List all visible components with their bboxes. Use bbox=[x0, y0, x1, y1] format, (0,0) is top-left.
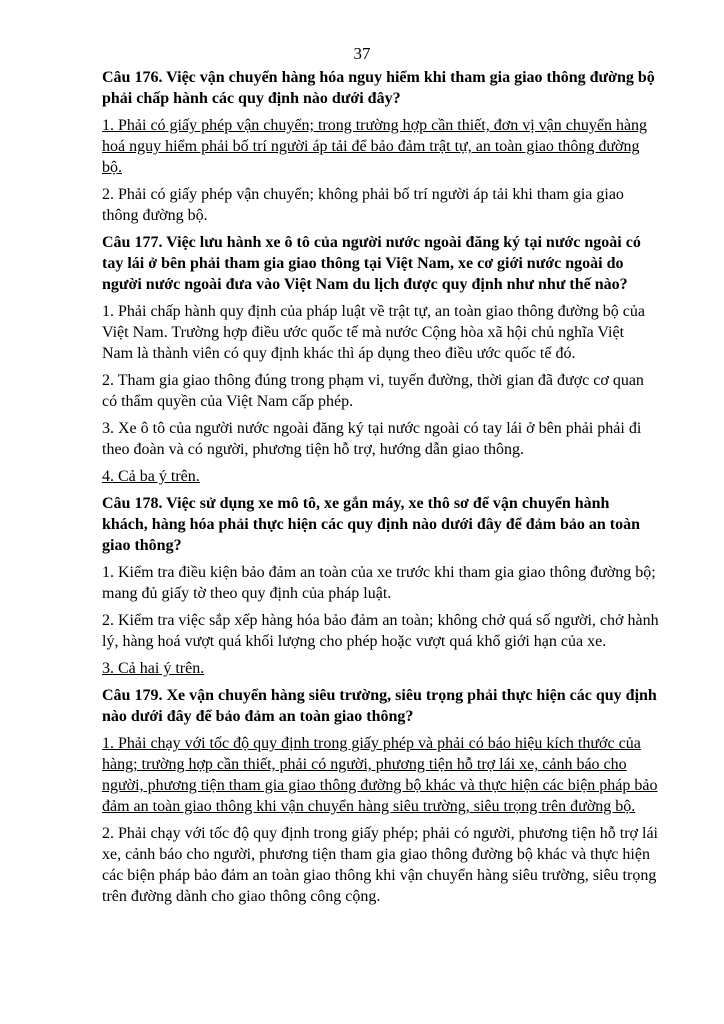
question-179: Câu 179. Xe vận chuyển hàng siêu trường, siêu trọng phải thực hiện các quy định nào dưới đây để bảo đảm an toàn giao thông? bbox=[102, 687, 657, 725]
answer-177-1: 1. Phải chấp hành quy định của pháp luật về trật tự, an toàn giao thông đường bộ của Việt Nam. Trường hợp điều ước quốc tế mà nước Cộng hòa xã hội chủ nghĩa Việt Nam là thành viên có quy định khác thì áp dụng theo điều ước quốc tế đó. bbox=[102, 303, 646, 362]
question-178: Câu 178. Việc sử dụng xe mô tô, xe gắn máy, xe thô sơ để vận chuyển hành khách, hàng hóa phải thực hiện các quy định nào dưới đây để đảm bảo an toàn giao thông? bbox=[102, 495, 640, 554]
answer-177-4-correct: 4. Cả ba ý trên. bbox=[102, 468, 200, 485]
answer-179-2: 2. Phải chạy với tốc độ quy định trong giấy phép; phải có người, phương tiện hỗ trợ lái xe, cảnh báo cho người, phương tiện tham gia giao thông đường bộ khác và thực hiện các biện pháp bảo đảm an toàn giao thông khi vận chuyển hàng siêu trường, siêu trọng trên đường dành cho giao thông công cộng. bbox=[102, 825, 658, 905]
page-number: 37 bbox=[353, 44, 371, 63]
answer-177-3: 3. Xe ô tô của người nước ngoài đăng ký tại nước ngoài có tay lái ở bên phải phải đi theo đoàn và có người, phương tiện hỗ trợ, hướng dẫn giao thông. bbox=[102, 420, 642, 458]
question-176: Câu 176. Việc vận chuyển hàng hóa nguy hiểm khi tham gia giao thông đường bộ phải chấp hành các quy định nào dưới đây? bbox=[102, 69, 655, 107]
answer-176-2: 2. Phải có giấy phép vận chuyển; không phải bố trí người áp tải khi tham gia giao thông đường bộ. bbox=[102, 186, 624, 224]
answer-176-1-correct: 1. Phải có giấy phép vận chuyển; trong trường hợp cần thiết, đơn vị vận chuyển hàng hoá nguy hiểm phải bố trí người áp tải để bảo đảm trật tự, an toàn giao thông đường bộ. bbox=[102, 117, 648, 176]
answer-177-2: 2. Tham gia giao thông đúng trong phạm vi, tuyến đường, thời gian đã được cơ quan có thẩm quyền của Việt Nam cấp phép. bbox=[102, 372, 644, 410]
answer-178-3-correct: 3. Cả hai ý trên. bbox=[102, 660, 205, 677]
answer-179-1-correct: 1. Phải chạy với tốc độ quy định trong giấy phép và phải có báo hiệu kích thước của hàng; trường hợp cần thiết, phải có người, phương tiện hỗ trợ lái xe, cảnh báo cho người, phương tiện tham gia giao thông đường bộ khác và thực hiện các biện pháp bảo đảm an toàn giao thông khi vận chuyển hàng siêu trường, siêu trọng trên đường bộ. bbox=[102, 735, 658, 815]
question-177: Câu 177. Việc lưu hành xe ô tô của người nước ngoài đăng ký tại nước ngoài có tay lái ở bên phải tham gia giao thông tại Việt Nam, xe cơ giới nước ngoài do người nước ngoài đưa vào Việt Nam du lịch được quy định như như thế nào? bbox=[102, 234, 641, 293]
answer-178-1: 1. Kiểm tra điều kiện bảo đảm an toàn của xe trước khi tham gia giao thông đường bộ; mang đủ giấy tờ theo quy định của pháp luật. bbox=[102, 564, 656, 602]
question-list bbox=[102, 67, 659, 913]
answer-178-2: 2. Kiểm tra việc sắp xếp hàng hóa bảo đảm an toàn; không chở quá số người, chở hành lý, hàng hoá vượt quá khối lượng cho phép hoặc vượt quá khổ giới hạn của xe. bbox=[102, 612, 659, 650]
